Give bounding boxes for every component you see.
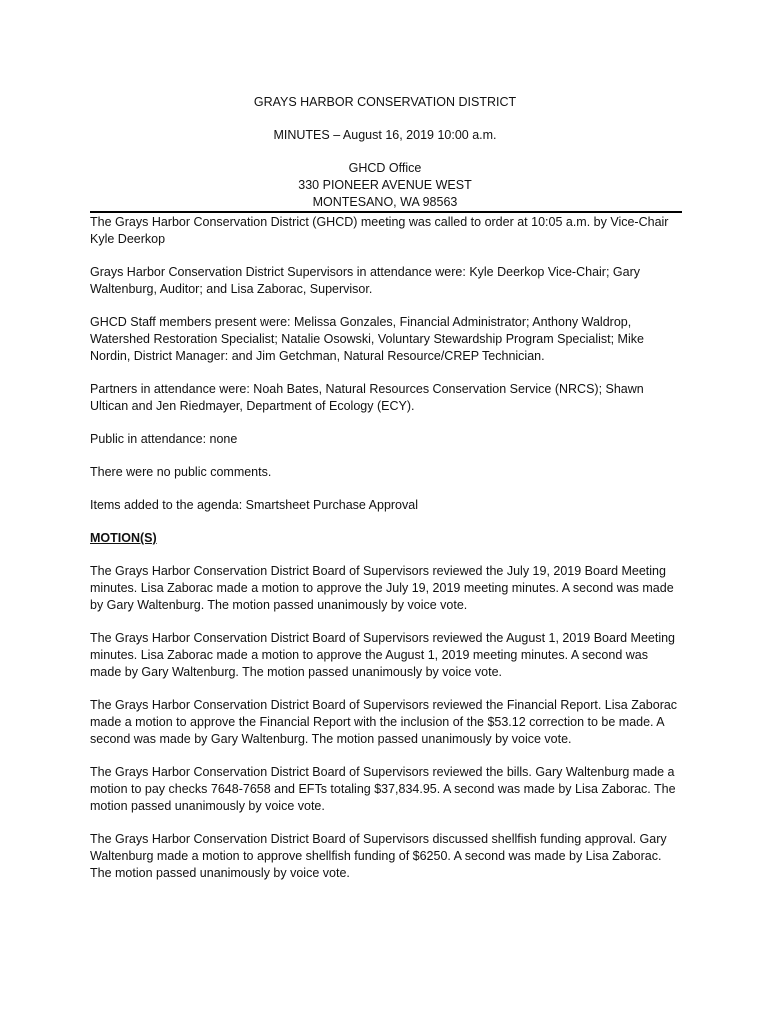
motion-july-minutes: The Grays Harbor Conservation District Board of Supervisors reviewed the July 19, 2019 Board Meeting minutes. Lisa Zaborac made a motion to approve the July 19, 2019 meeting minutes. A second was made by Gary Waltenburg. The motion passed unanimously by voice vote. [90, 564, 674, 612]
office-city: MONTESANO, WA 98563 [312, 195, 458, 209]
header-divider [90, 211, 682, 213]
supervisors-paragraph: Grays Harbor Conservation District Supervisors in attendance were: Kyle Deerkop Vice-Chair; Gary Waltenburg, Auditor; and Lisa Zaborac, Supervisor. [90, 265, 640, 296]
partners-paragraph: Partners in attendance were: Noah Bates, Natural Resources Conservation Service (NRCS); Shawn Ultican and Jen Riedmayer, Department of Ecology (ECY). [90, 382, 644, 413]
minutes-title: MINUTES – August 16, 2019 10:00 a.m. [273, 128, 497, 142]
comments-paragraph: There were no public comments. [90, 465, 272, 479]
office-street: 330 PIONEER AVENUE WEST [298, 178, 472, 192]
document-header [90, 94, 680, 211]
motion-august-minutes: The Grays Harbor Conservation District Board of Supervisors reviewed the August 1, 2019 Board Meeting minutes. Lisa Zaborac made a motion to approve the August 1, 2019 meeting minutes. A second was made by Gary Waltenburg. The motion passed unanimously by voice vote. [90, 631, 676, 679]
org-name: GRAYS HARBOR CONSERVATION DISTRICT [253, 95, 517, 109]
agenda-items-paragraph: Items added to the agenda: Smartsheet Purchase Approval [90, 498, 418, 512]
motions-heading: MOTION(S) [90, 531, 157, 545]
office-name: GHCD Office [348, 161, 422, 175]
minutes-body [90, 214, 682, 898]
staff-paragraph: GHCD Staff members present were: Melissa Gonzales, Financial Administrator; Anthony Waldrop, Watershed Restoration Specialist; Natalie Osowski, Voluntary Stewardship Program Specialist; Mike Nordin, District Manager: and Jim Getchman, Natural Resource/CREP Technician. [90, 315, 644, 363]
motion-shellfish: The Grays Harbor Conservation District Board of Supervisors discussed shellfish funding approval. Gary Waltenburg made a motion to approve shellfish funding of $6250. A second was made by Lisa Zaborac. The motion passed unanimously by voice vote. [90, 832, 667, 880]
call-to-order-paragraph: The Grays Harbor Conservation District (GHCD) meeting was called to order at 10:05 a.m. by Vice-Chair Kyle Deerkop [90, 215, 669, 246]
motion-financial-report: The Grays Harbor Conservation District Board of Supervisors reviewed the Financial Report. Lisa Zaborac made a motion to approve the Financial Report with the inclusion of the $53.12 correction to be made. A second was made by Gary Waltenburg. The motion passed unanimously by voice vote. [90, 698, 678, 746]
public-paragraph: Public in attendance: none [90, 432, 238, 446]
motion-bills: The Grays Harbor Conservation District Board of Supervisors reviewed the bills. Gary Waltenburg made a motion to pay checks 7648-7658 and EFTs totaling $37,834.95. A second was made by Lisa Zaborac. The motion passed unanimously by voice vote. [90, 765, 676, 813]
